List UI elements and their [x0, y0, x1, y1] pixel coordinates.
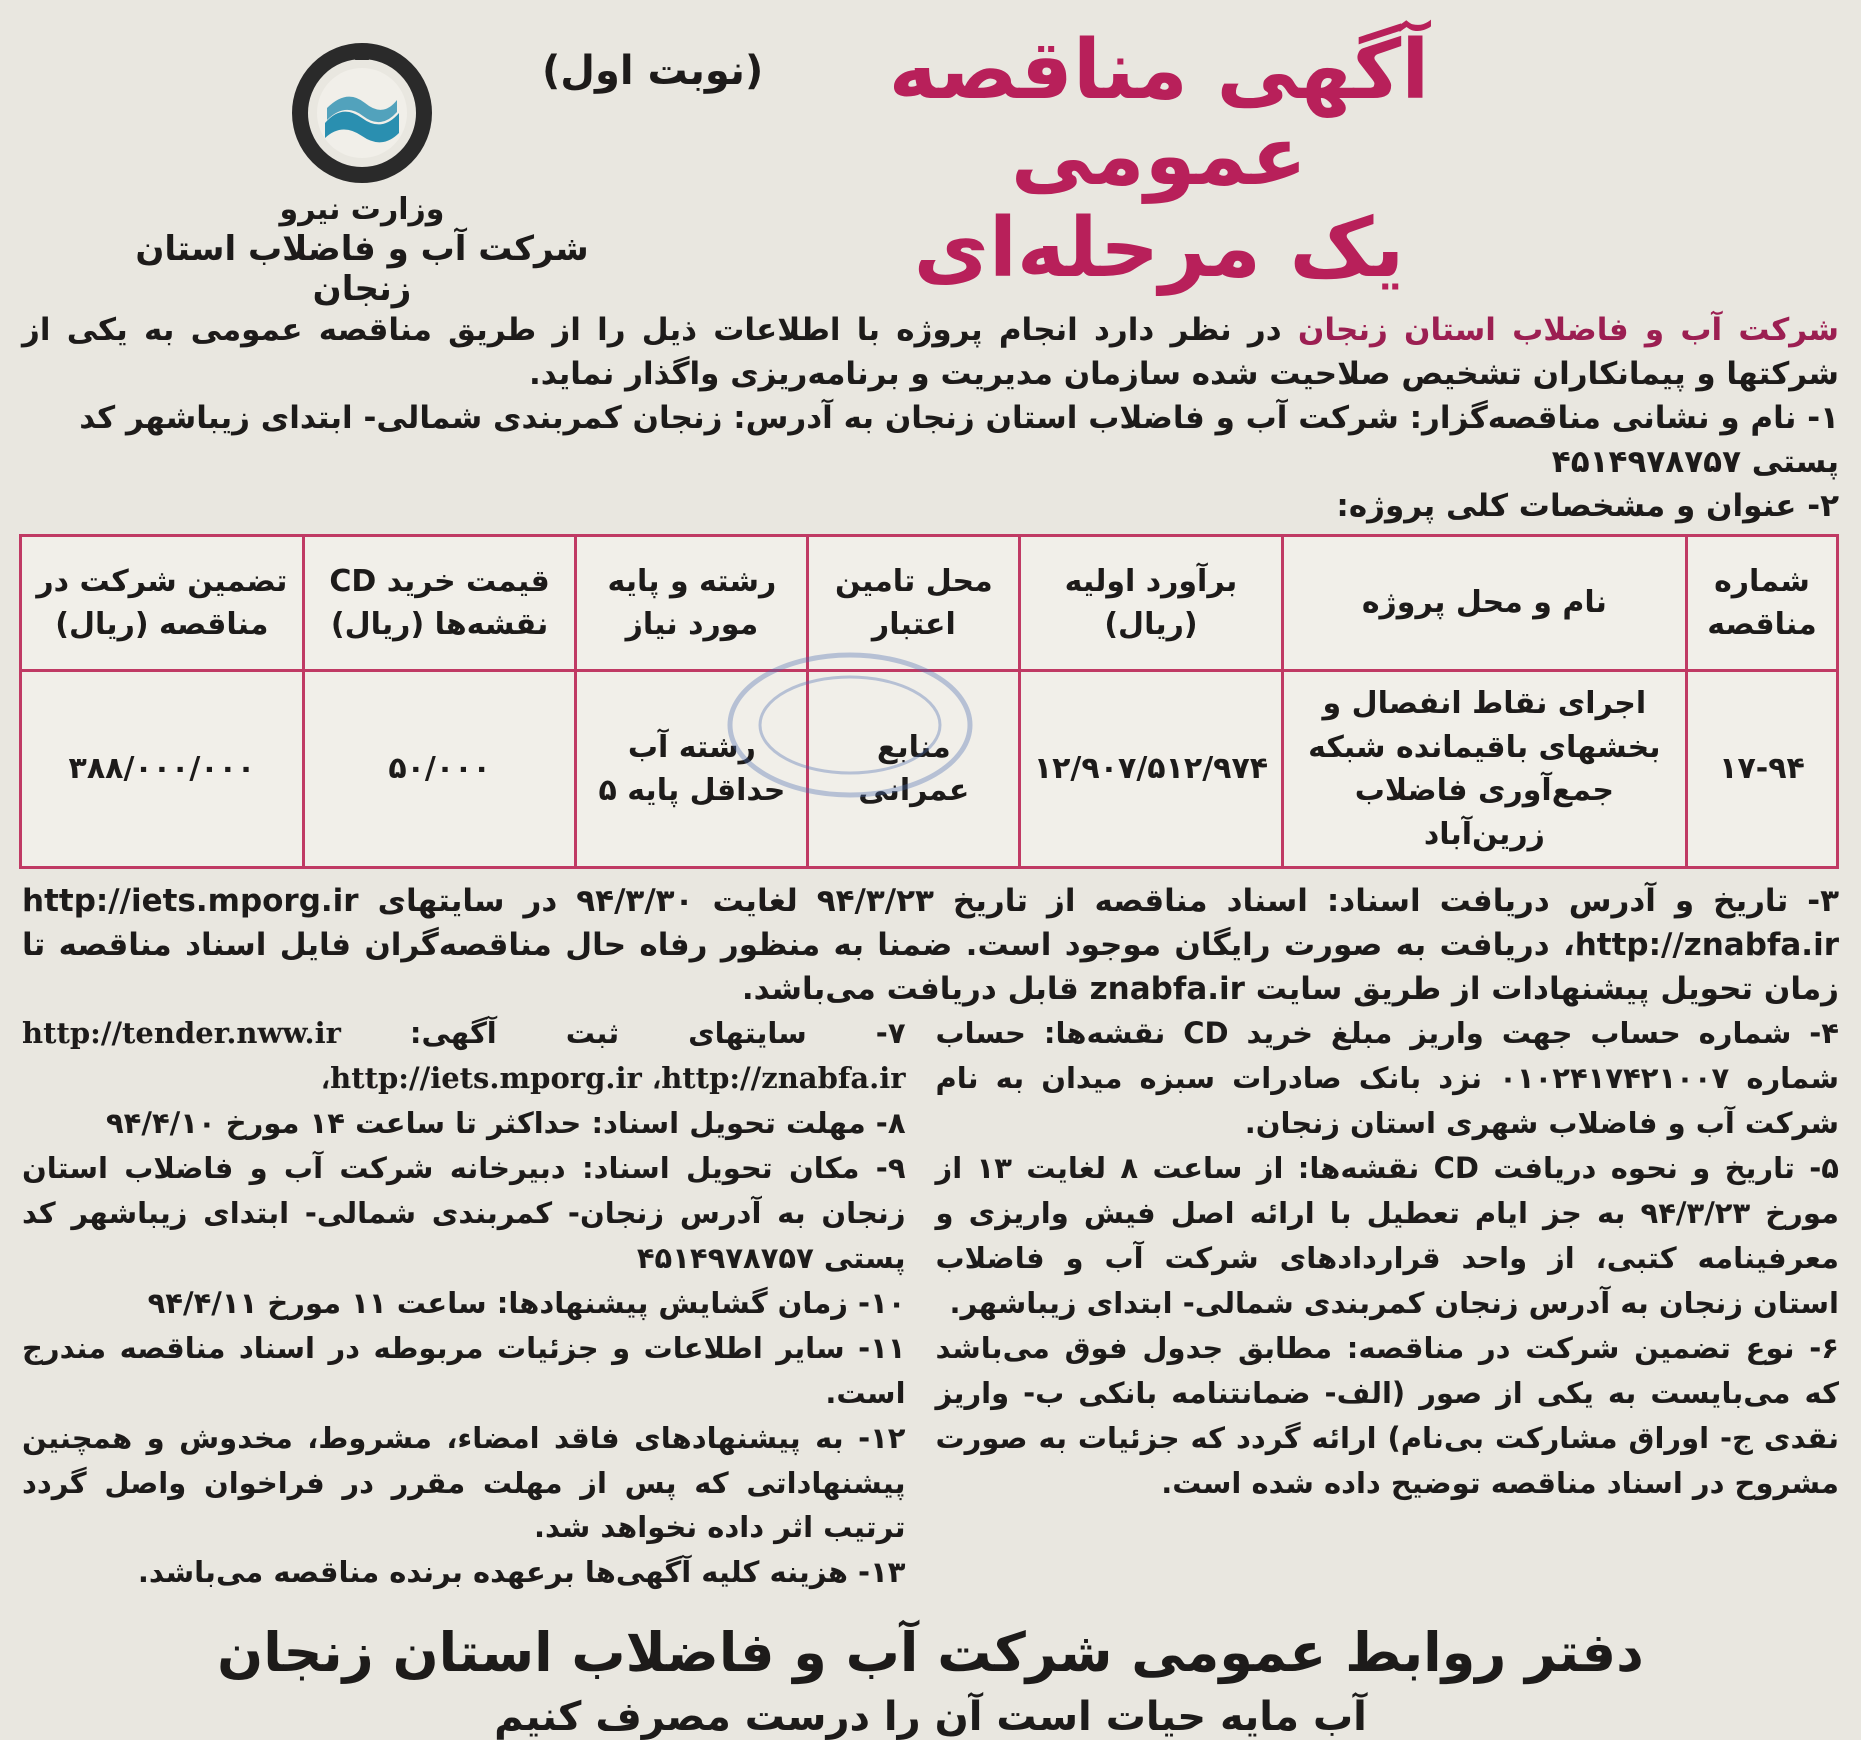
intro-text: در نظر دارد انجام پروژه با اطلاعات ذیل را از طریق مناقصه عمومی به یکی از شرکتها و پیمانکاران تشخیص صلاحیت شده سازمان مدیریت و برنامه‌ریزی واگذار نماید. — [22, 312, 1839, 393]
item-7 — [22, 1011, 906, 1101]
item-8-text: حداکثر تا ساعت ۱۴ مورخ ۹۴/۴/۱۰ — [105, 1106, 582, 1140]
header-funding: محل تامین اعتبار — [808, 536, 1020, 671]
header-estimate: برآورد اولیه (ریال) — [1020, 536, 1282, 671]
footer-office: دفتر روابط عمومی شرکت آب و فاضلاب استان زنجان — [217, 1621, 1644, 1685]
item-3 — [22, 879, 1839, 1011]
title-line1: آگهی مناقصه عمومی — [888, 23, 1430, 205]
cell-guarantee: ۳۸۸/۰۰۰/۰۰۰ — [21, 671, 304, 868]
left-column — [22, 1011, 906, 1595]
item-3-guarantee-types: به یکی از صور (الف- ضمانتنامه بانکی ب- واریز نقدی ج- اوراق مشارکت بی‌نام) ارائه گردد که جزئیات به صورت مشروح در اسناد مناقصه توضیح داده شده است. — [935, 1375, 1839, 1500]
round-label: (نوبت اول) — [542, 48, 764, 94]
item-1 — [22, 396, 1839, 484]
item-9 — [22, 1146, 906, 1281]
water-company-logo-icon — [287, 38, 437, 188]
item-12: ۱۲- به پیشنهادهای فاقد امضاء، مشروط، مخدوش و همچنین پیشنهاداتی که پس از مهلت مقرر در فراخوان واصل گردد ترتیب اثر داده نخواهد شد. — [22, 1420, 906, 1545]
item-6 — [936, 1326, 1839, 1506]
item-4-label: ۴- شماره حساب جهت واریز مبلغ خرید CD نقشه‌ها: — [1043, 1016, 1839, 1051]
cell-number: ۱۷-۹۴ — [1687, 671, 1838, 868]
item-1-text: شرکت آب و فاضلاب استان زنجان به آدرس: زنجان کمربندی شمالی- ابتدای زیباشهر کد پستی ۴۵۱۴۹۷۸۷۵۷ — [79, 400, 1839, 481]
item-10 — [22, 1281, 906, 1326]
item-4-text: حساب شماره ۰۱۰۲۴۱۷۴۲۱۰۰۷ نزد بانک صادرات سبزه میدان به نام شرکت آب و فاضلاب شهری استان زنجان. — [935, 1016, 1840, 1140]
item-8-label: ۸- مهلت تحویل اسناد: — [591, 1106, 906, 1140]
item-10-label: ۱۰- زمان گشایش پیشنهادها: — [496, 1285, 906, 1320]
item-3-text: اسناد مناقصه از تاریخ ۹۴/۳/۲۳ لغایت ۹۴/۳/۳۰ در سایتهای http://iets.mporg.ir ،http://znabfa.ir دریافت به صورت رایگان موجود است. ضمنا به منظور رفاه حال مناقصه‌گران فایل اسناد مناقصه تا زمان تحویل پیشنهادات از طریق سایت znabfa.ir قابل دریافت می‌باشد. — [22, 883, 1839, 1008]
right-column — [936, 1011, 1839, 1595]
item-9-label: ۹- مکان تحویل اسناد: — [581, 1150, 906, 1185]
header-guarantee: تضمین شرکت در مناقصه (ریال) — [21, 536, 304, 671]
item-8 — [22, 1101, 906, 1146]
cell-estimate: ۱۲/۹۰۷/۵۱۲/۹۷۴ — [1020, 671, 1282, 868]
item-5 — [936, 1146, 1839, 1326]
cell-project: اجرای نقاط انفصال و بخشهای باقیمانده شبکه جمع‌آوری فاضلاب زرین‌آباد — [1282, 671, 1686, 868]
item-13: ۱۳- هزینه کلیه آگهی‌ها برعهده برنده مناقصه می‌باشد. — [137, 1555, 906, 1590]
item-4 — [936, 1011, 1839, 1146]
intro-paragraph — [22, 308, 1839, 396]
item-2-label: ۲- عنوان و مشخصات کلی پروژه: — [1336, 488, 1839, 525]
title-line2: یک مرحله‌ای — [913, 201, 1405, 297]
company-name: شرکت آب و فاضلاب استان زنجان — [135, 229, 589, 309]
header-number: شماره مناقصه — [1687, 536, 1838, 671]
item-5-text: از ساعت ۸ لغایت ۱۳ از مورخ ۹۴/۳/۲۳ به جز ایام تعطیل با ارائه اصل فیش واریزی و معرفینامه کتبی، از واحد قراردادهای شرکت آب و فاضلاب استان زنجان به آدرس زنجان کمربندی شمالی- ابتدای زیباشهر. — [935, 1150, 1840, 1320]
title-block — [729, 23, 1589, 297]
item-11: ۱۱- سایر اطلاعات و جزئیات مربوطه در اسناد مناقصه مندرج است. — [22, 1330, 906, 1410]
header-field: رشته و پایه مورد نیاز — [576, 536, 808, 671]
item-6-text: مطابق جدول فوق می‌باشد که می‌بایست — [935, 1330, 1839, 1410]
footer-slogan: آب مایه حیات است آن را درست مصرف کنیم — [494, 1694, 1367, 1740]
item-7-label: ۷- سایتهای ثبت آگهی: — [409, 1016, 906, 1051]
intro-company: شرکت آب و فاضلاب استان زنجان — [1297, 312, 1840, 348]
item-5-label: ۵- تاریخ و نحوه دریافت CD نقشه‌ها: — [1297, 1150, 1839, 1185]
cell-field: رشته آب حداقل پایه ۵ — [576, 671, 808, 868]
item-10-text: ساعت ۱۱ مورخ ۹۴/۴/۱۱ — [147, 1285, 487, 1320]
item-2 — [22, 484, 1839, 528]
footer — [22, 1621, 1839, 1740]
item-9-text: دبیرخانه شرکت آب و فاضلاب استان زنجان به آدرس زنجان- کمربندی شمالی- ابتدای زیباشهر کد پستی ۴۵۱۴۹۷۸۷۵۷ — [22, 1150, 906, 1275]
cell-cd-price: ۵۰/۰۰۰ — [303, 671, 576, 868]
item-1-label: ۱- نام و نشانی مناقصه‌گزار: — [1409, 400, 1839, 437]
item-7-text: http://tender.nww.ir ،http://iets.mporg.ir ،http://znabfa.ir — [22, 1016, 906, 1096]
header — [22, 18, 1839, 308]
parsnamad-watermark-icon — [720, 640, 980, 810]
item-3-label: ۳- تاریخ و آدرس دریافت اسناد: — [1326, 883, 1839, 920]
logo-block — [112, 38, 612, 309]
header-cd-price: قیمت خرید CD نقشه‌ها (ریال) — [303, 536, 576, 671]
header-project: نام و محل پروژه — [1282, 536, 1686, 671]
item-6-label: ۶- نوع تضمین شرکت در مناقصه: — [1346, 1330, 1839, 1365]
ministry-name: وزارت نیرو — [279, 192, 445, 227]
cell-funding: منابع عمرانی — [808, 671, 1020, 868]
two-columns — [22, 1011, 1839, 1595]
